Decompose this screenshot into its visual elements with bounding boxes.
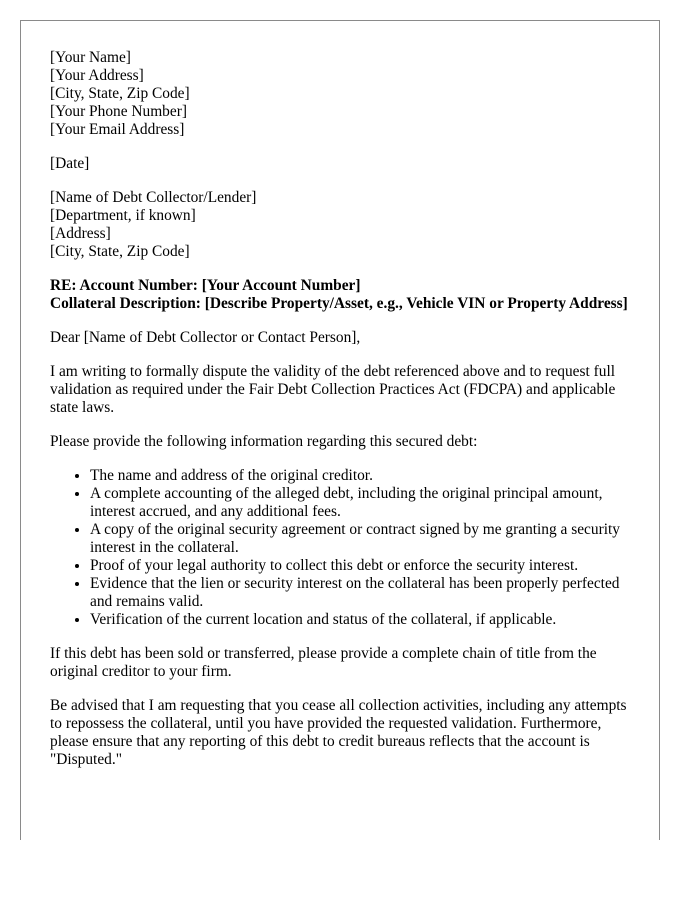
request-list: [50, 467, 640, 629]
sender-address: [Your Address]: [50, 67, 144, 84]
list-item: • Verification of the current location and status of the collateral, if applicable.: [90, 611, 640, 629]
recipient-block: [50, 189, 640, 261]
letter-page: [20, 20, 660, 840]
recipient-name: [Name of Debt Collector/Lender]: [50, 189, 257, 206]
recipient-address: [Address]: [50, 225, 111, 242]
sender-block: [50, 49, 640, 139]
list-item: • Evidence that the lien or security interest on the collateral has been properly perfected and remains valid.: [90, 575, 640, 611]
sender-phone: [Your Phone Number]: [50, 103, 187, 120]
sender-name: [Your Name]: [50, 49, 131, 66]
list-item: • The name and address of the original creditor.: [90, 467, 640, 485]
sender-email: [Your Email Address]: [50, 121, 185, 138]
list-item: • Proof of your legal authority to collect this debt or enforce the security interest.: [90, 557, 640, 575]
sender-city-state-zip: [City, State, Zip Code]: [50, 85, 190, 102]
paragraph-dispute: I am writing to formally dispute the validity of the debt referenced above and to request full validation as required under the Fair Debt Collection Practices Act (FDCPA) and applicable state laws.: [50, 363, 616, 416]
paragraph-chain-of-title: If this debt has been sold or transferred, please provide a complete chain of title from the original creditor to your firm.: [50, 645, 597, 680]
re-collateral-description: Collateral Description: [Describe Property/Asset, e.g., Vehicle VIN or Property Address]: [50, 295, 628, 312]
letter-date: [Date]: [50, 155, 90, 172]
re-block: [50, 277, 640, 313]
recipient-city-state-zip: [City, State, Zip Code]: [50, 243, 190, 260]
recipient-department: [Department, if known]: [50, 207, 196, 224]
re-account-number: RE: Account Number: [Your Account Number]: [50, 277, 361, 294]
list-item: • A complete accounting of the alleged debt, including the original principal amount, interest accrued, and any additional fees.: [90, 485, 640, 521]
date-block: [50, 155, 640, 173]
paragraph-cease-collection: Be advised that I am requesting that you cease all collection activities, including any attempts to repossess the collateral, until you have provided the requested validation. Furthermore, please ensure that any reporting of this debt to credit bureaus reflects that the account is "Disputed.": [50, 697, 627, 768]
salutation: Dear [Name of Debt Collector or Contact Person],: [50, 329, 361, 346]
paragraph-request-intro: Please provide the following information regarding this secured debt:: [50, 433, 478, 450]
letter-body: [50, 49, 640, 785]
list-item: • A copy of the original security agreement or contract signed by me granting a security interest in the collateral.: [90, 521, 640, 557]
